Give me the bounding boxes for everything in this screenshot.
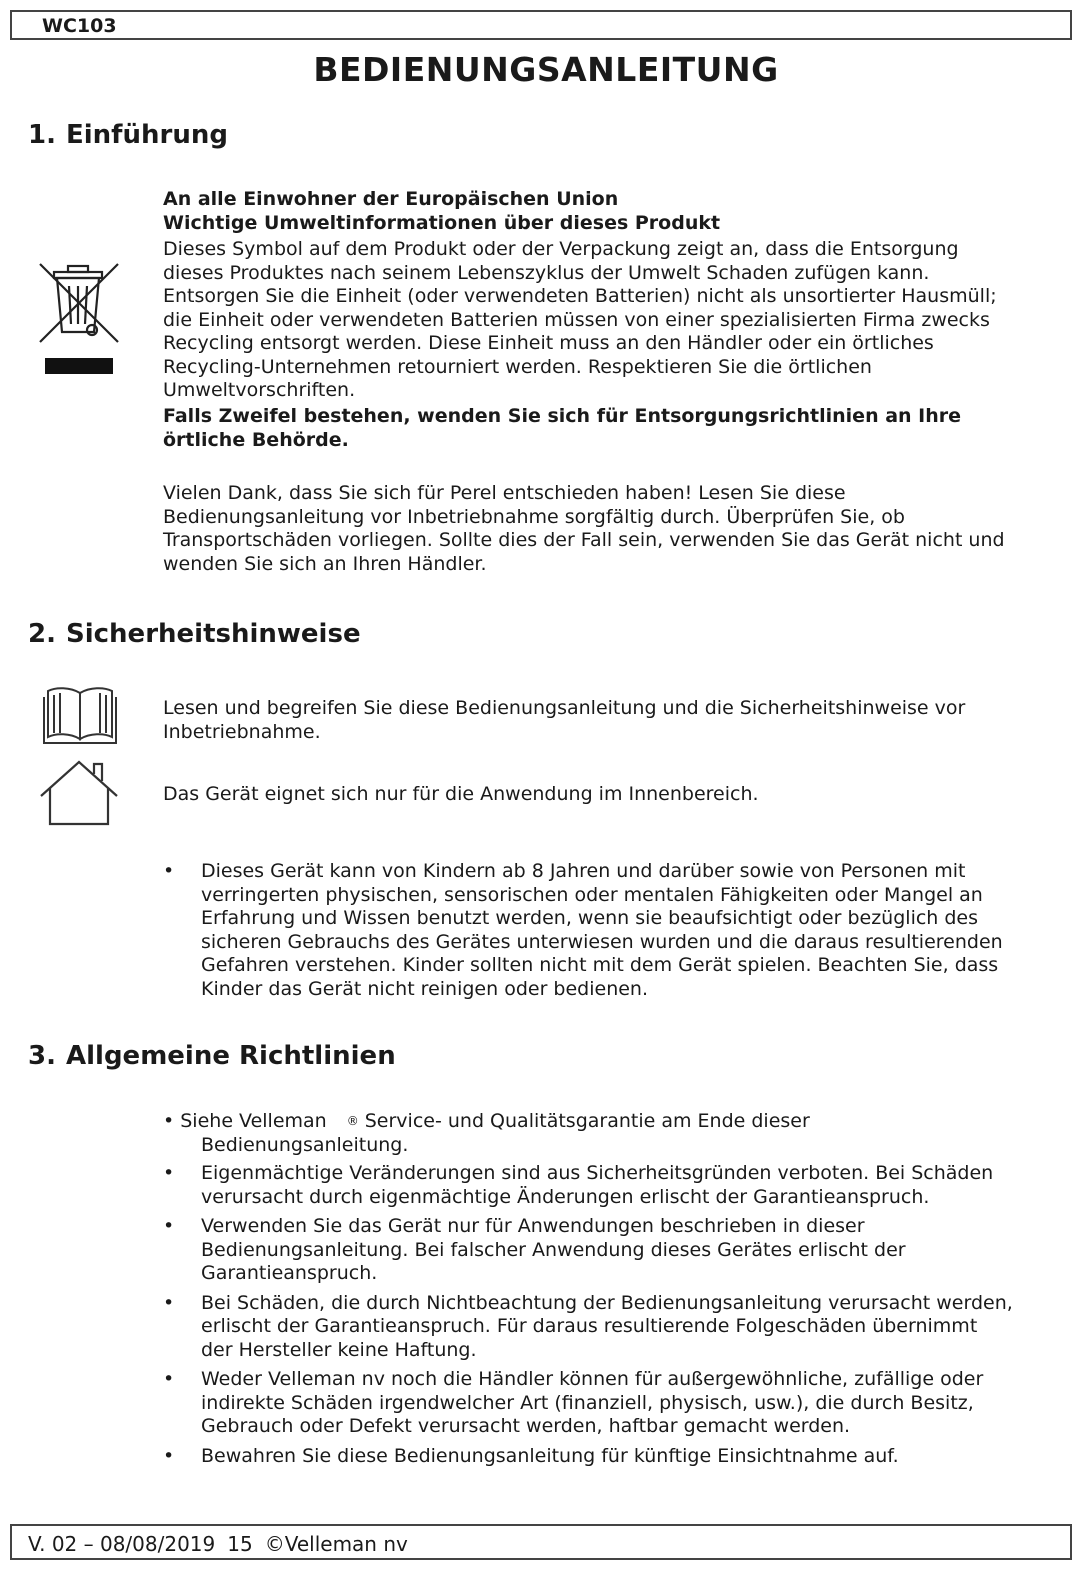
section-1-heading (28, 120, 228, 150)
section-3-title: Allgemeine Richtlinien (66, 1041, 396, 1071)
eu-heading-2: Wichtige Umweltinformationen über dieses Produkt (163, 212, 721, 234)
text-line: Gebrauch oder Defekt verursacht werden, haftbar gemacht werden. (201, 1415, 851, 1437)
header-bar (10, 10, 1072, 40)
text-line: • Eigenmächtige Veränderungen sind aus Sicherheitsgründen verboten. Bei Schäden (201, 1162, 994, 1184)
registered-mark: ® (346, 1114, 359, 1128)
eu-heading-1: An alle Einwohner der Europäischen Union (163, 188, 619, 210)
text-line: Lesen und begreifen Sie diese Bedienungsanleitung und die Sicherheitshinweise vor (163, 697, 966, 719)
text-line: Recycling-Unternehmen retourniert werden. Respektieren Sie die örtlichen (163, 355, 872, 378)
text-line: Dieses Symbol auf dem Produkt oder der Verpackung zeigt an, dass die Entsorgung (163, 238, 959, 260)
version-date: V. 02 – 08/08/2019 (28, 1532, 216, 1556)
thanks-paragraph (163, 482, 1043, 576)
copyright: ©Velleman nv (264, 1532, 408, 1556)
text-line (163, 1110, 1043, 1134)
page-number: 15 (227, 1532, 253, 1556)
text-line: • Verwenden Sie das Gerät nur für Anwendungen beschrieben in dieser (201, 1215, 865, 1237)
text-line: Bedienungsanleitung. (201, 1133, 409, 1156)
list-item (163, 1292, 1043, 1363)
text-line: • Weder Velleman nv noch die Händler können für außergewöhnliche, zufällige oder (201, 1368, 984, 1390)
safety-bullet-list (163, 860, 1043, 1001)
section-2-heading (28, 619, 361, 649)
indoor-use-note: Das Gerät eignet sich nur für die Anwendung im Innenbereich. (163, 783, 759, 805)
doubt-notice (163, 405, 1043, 452)
text-line: Vielen Dank, dass Sie sich für Perel entschieden haben! Lesen Sie diese (163, 482, 846, 504)
text-line: örtliche Behörde. (163, 428, 349, 451)
text-line: dieses Produktes nach seinem Lebenszyklus der Umwelt Schaden zufügen kann. (163, 261, 930, 284)
footer-bar (10, 1524, 1072, 1560)
text-fragment: Service- und Qualitätsgarantie am Ende dieser (364, 1110, 810, 1132)
text-line: der Hersteller keine Haftung. (201, 1338, 477, 1361)
read-manual-book-icon (40, 683, 120, 745)
document-title: BEDIENUNGSANLEITUNG (313, 50, 779, 89)
list-item (163, 1368, 1043, 1439)
text-line: Falls Zweifel bestehen, wenden Sie sich für Entsorgungsrichtlinien an Ihre (163, 405, 962, 427)
section-1-title: Einführung (66, 120, 228, 150)
section-1-number: 1. (28, 120, 56, 150)
text-line: sicheren Gebrauchs des Gerätes unterwiesen wurden und die daraus resultierenden (201, 930, 1003, 953)
bullet-glyph: • (163, 1110, 181, 1132)
text-line: Entsorgen Sie die Einheit (oder verwendeten Batterien) nicht als unsortierter Hausmüll; (163, 285, 997, 307)
text-line: Inbetriebnahme. (163, 720, 321, 743)
list-item (163, 1215, 1043, 1286)
text-line: wenden Sie sich an Ihren Händler. (163, 552, 487, 575)
section-2-title: Sicherheitshinweise (66, 619, 361, 649)
text-fragment: Siehe Velleman (180, 1110, 327, 1132)
guidelines-bullet-list (163, 1162, 1043, 1468)
list-item (163, 1445, 1043, 1469)
text-line: verursacht durch eigenmächtige Änderungen erlischt der Garantieanspruch. (201, 1185, 930, 1208)
text-line: Transportschäden vorliegen. Sollte dies der Fall sein, verwenden Sie das Gerät nicht und (163, 529, 1005, 551)
text-line: • Dieses Gerät kann von Kindern ab 8 Jahren und darüber sowie von Personen mit (201, 860, 966, 882)
text-line: • Bei Schäden, die durch Nichtbeachtung der Bedienungsanleitung verursacht werden, (201, 1291, 1013, 1314)
indoor-house-icon (38, 758, 120, 828)
list-item (163, 1162, 1043, 1209)
text-line: Umweltvorschriften. (163, 379, 356, 401)
text-line: Bedienungsanleitung. Bei falscher Anwendung dieses Gerätes erlischt der (201, 1238, 906, 1261)
list-item (163, 860, 1043, 1001)
text-line: erlischt der Garantieanspruch. Für daraus resultierende Folgeschäden übernimmt (201, 1315, 978, 1337)
text-line: Erfahrung und Wissen benutzt werden, wenn sie beaufsichtigt oder bezüglich des (201, 907, 979, 929)
footer-text (28, 1532, 420, 1556)
text-line: Bedienungsanleitung vor Inbetriebnahme sorgfältig durch. Überprüfen Sie, ob (163, 505, 905, 528)
weee-crossed-bin-icon (36, 260, 122, 378)
text-line: • Bewahren Sie diese Bedienungsanleitung für künftige Einsichtnahme auf. (201, 1444, 899, 1467)
read-manual-note (163, 697, 1043, 744)
environment-paragraph (163, 238, 1043, 403)
text-line: Kinder das Gerät nicht reinigen oder bedienen. (201, 977, 649, 1000)
product-code: WC103 (42, 15, 117, 37)
text-line: die Einheit oder verwendeten Batterien müssen von einer spezialisierten Firma zwecks (163, 308, 990, 331)
text-line: verringerten physischen, sensorischen oder mentalen Fähigkeiten oder Mangel an (201, 883, 983, 906)
section-3-number: 3. (28, 1041, 56, 1071)
text-line: Recycling entsorgt werden. Diese Einheit muss an den Händler oder ein örtliches (163, 332, 934, 354)
text-line: Gefahren verstehen. Kinder sollten nicht mit dem Gerät spielen. Beachten Sie, dass (201, 954, 999, 976)
section-2-number: 2. (28, 619, 56, 649)
section-3-heading (28, 1041, 396, 1071)
text-line: indirekte Schäden irgendwelcher Art (finanziell, physisch, usw.), die durch Besitz, (201, 1391, 974, 1414)
guarantee-bullet (163, 1110, 1043, 1157)
text-line: Garantieanspruch. (201, 1262, 378, 1284)
